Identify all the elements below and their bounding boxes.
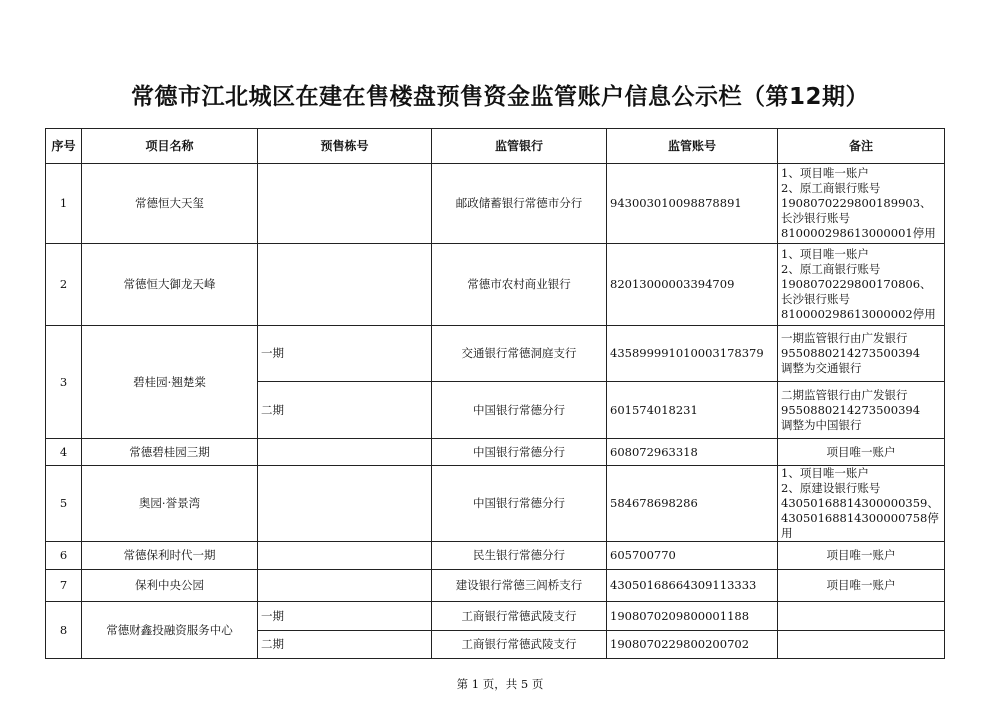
cell-note: 项目唯一账户 [778, 542, 945, 570]
cell-note [778, 466, 945, 542]
cell-account: 43050168664309113333 [607, 570, 778, 602]
table-header-row [46, 129, 945, 164]
table-row [46, 326, 945, 382]
note-line: 9550880214273500394 [781, 346, 921, 360]
cell-seq: 2 [46, 244, 82, 326]
cell-bank: 交通银行常德洞庭支行 [432, 326, 607, 382]
cell-account: 605700770 [607, 542, 778, 570]
cell-account: 1908070209800001188 [607, 602, 778, 631]
cell-note [778, 244, 945, 326]
cell-account: 82013000003394709 [607, 244, 778, 326]
cell-note [778, 631, 945, 659]
cell-note: 项目唯一账户 [778, 439, 945, 466]
cell-building [258, 439, 432, 466]
cell-seq: 4 [46, 439, 82, 466]
note-line: 2、原工商银行账号 [781, 262, 881, 276]
table-row [46, 570, 945, 602]
note-line: 二期监管银行由广发银行 [781, 387, 908, 402]
cell-account: 608072963318 [607, 439, 778, 466]
header-account: 监管账号 [607, 129, 778, 164]
header-project: 项目名称 [82, 129, 258, 164]
table-row [46, 602, 945, 631]
cell-seq: 3 [46, 326, 82, 439]
page-footer: 第 1 页，共 5 页 [456, 677, 544, 691]
header-bank: 监管银行 [432, 129, 607, 164]
note-line: 43050168814300000359、 [781, 496, 939, 510]
note-line: 长沙银行账号 [781, 292, 850, 306]
cell-project: 常德恒大御龙天峰 [82, 244, 258, 326]
cell-note [778, 602, 945, 631]
note-line: 一期监管银行由广发银行 [781, 331, 908, 345]
header-note: 备注 [778, 129, 945, 164]
table-row [46, 164, 945, 244]
cell-seq: 8 [46, 602, 82, 659]
note-line: 810000298613000002停用 [781, 307, 936, 321]
cell-project: 常德保利时代一期 [82, 542, 258, 570]
cell-seq: 6 [46, 542, 82, 570]
cell-note [778, 382, 945, 439]
table-row [46, 542, 945, 570]
cell-account: 943003010098878891 [607, 164, 778, 244]
cell-note [778, 164, 945, 244]
cell-project: 常德财鑫投融资服务中心 [82, 602, 258, 659]
note-line: 1、项目唯一账户 [781, 466, 869, 480]
cell-seq: 1 [46, 164, 82, 244]
cell-bank: 中国银行常德分行 [432, 382, 607, 439]
cell-account: 584678698286 [607, 466, 778, 542]
note-line: 1908070229800170806、 [781, 277, 932, 291]
cell-building [258, 542, 432, 570]
cell-account: 435899991010003178379 [607, 326, 778, 382]
cell-bank: 建设银行常德三闾桥支行 [432, 570, 607, 602]
cell-building: 二期 [258, 382, 432, 439]
cell-account: 601574018231 [607, 382, 778, 439]
note-line: 1908070229800189903、 [781, 196, 932, 210]
cell-seq: 7 [46, 570, 82, 602]
note-line: 调整为交通银行 [781, 361, 862, 375]
cell-project: 常德碧桂园三期 [82, 439, 258, 466]
note-line: 2、原建设银行账号 [781, 481, 881, 495]
cell-building [258, 570, 432, 602]
cell-project: 保利中央公园 [82, 570, 258, 602]
note-line: 810000298613000001停用 [781, 226, 936, 240]
table-row [46, 244, 945, 326]
cell-building [258, 244, 432, 326]
cell-bank: 中国银行常德分行 [432, 439, 607, 466]
cell-bank: 工商银行常德武陵支行 [432, 602, 607, 631]
supervision-account-table [45, 128, 945, 659]
note-line: 1、项目唯一账户 [781, 166, 869, 180]
table-row [46, 439, 945, 466]
page-title: 常德市江北城区在建在售楼盘预售资金监管账户信息公示栏（第12期） [130, 84, 869, 110]
cell-project: 奥园·誉景湾 [82, 466, 258, 542]
cell-seq: 5 [46, 466, 82, 542]
cell-account: 1908070229800200702 [607, 631, 778, 659]
note-line: 1、项目唯一账户 [781, 247, 869, 261]
note-line: 2、原工商银行账号 [781, 181, 881, 195]
table-row [46, 466, 945, 542]
cell-note: 项目唯一账户 [778, 570, 945, 602]
cell-note [778, 326, 945, 382]
note-line: 9550880214273500394 [781, 402, 921, 417]
cell-project: 常德恒大天玺 [82, 164, 258, 244]
cell-bank: 中国银行常德分行 [432, 466, 607, 542]
header-building: 预售栋号 [258, 129, 432, 164]
note-line: 长沙银行账号 [781, 211, 850, 225]
cell-building: 一期 [258, 326, 432, 382]
cell-building [258, 466, 432, 542]
cell-bank: 工商银行常德武陵支行 [432, 631, 607, 659]
cell-project: 碧桂园·翘楚棠 [82, 326, 258, 439]
cell-building [258, 164, 432, 244]
cell-bank: 邮政储蓄银行常德市分行 [432, 164, 607, 244]
cell-bank: 常德市农村商业银行 [432, 244, 607, 326]
cell-bank: 民生银行常德分行 [432, 542, 607, 570]
note-line: 调整为中国银行 [781, 417, 862, 432]
note-line: 43050168814300000758停用 [781, 511, 939, 540]
cell-building: 二期 [258, 631, 432, 659]
header-seq: 序号 [46, 129, 82, 164]
cell-building: 一期 [258, 602, 432, 631]
